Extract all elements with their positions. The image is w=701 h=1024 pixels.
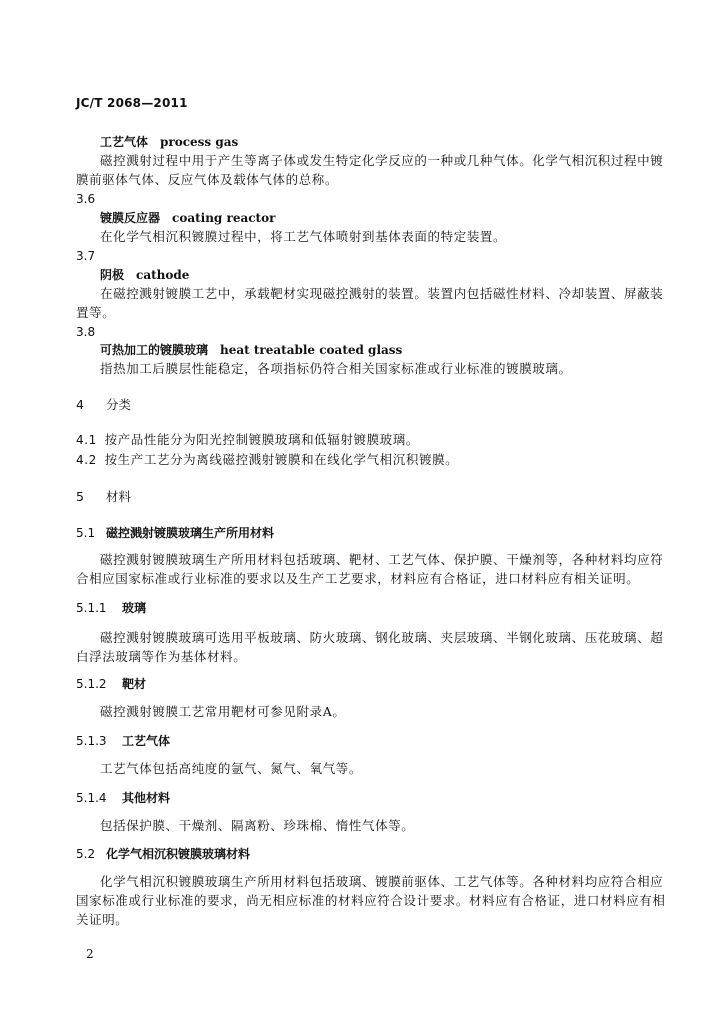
subsection-title: 工艺气体: [122, 734, 171, 748]
paragraph-line: 磁控溅射镀膜玻璃生产所用材料包括玻璃、靶材、工艺气体、保护膜、干燥剂等，各种材料均应符: [100, 552, 664, 567]
subsection-number: 5.2: [76, 847, 96, 861]
paragraph-line: 白浮法玻璃等作为基体材料。: [76, 649, 247, 664]
subsection-title: 磁控溅射镀膜玻璃生产所用材料: [106, 526, 275, 540]
definition-text-line: 在磁控溅射镀膜工艺中，承载靶材实现磁控溅射的装置。装置内包括磁性材料、冷却装置、屏蔽装: [100, 286, 664, 301]
subsection-number: 5.1.3: [76, 734, 107, 748]
subsection-heading-5-1-2: [76, 676, 146, 692]
definition-text-line: 膜前驱体气体、反应气体及载体气体的总称。: [76, 172, 339, 187]
list-item: [76, 452, 458, 468]
definition-term-process-gas: [100, 134, 238, 150]
item-text: 按生产工艺分为离线磁控溅射镀膜和在线化学气相沉积镀膜。: [104, 452, 459, 467]
subsection-number: 5.1.1: [76, 601, 107, 615]
subsection-number: 5.1.4: [76, 791, 107, 805]
paragraph-line: 磁控溅射镀膜玻璃可选用平板玻璃、防火玻璃、钢化玻璃、夹层玻璃、半钢化玻璃、压花玻璃、超: [100, 630, 664, 645]
paragraph-line: 关证明。: [76, 912, 129, 927]
term-en: heat treatable coated glass: [220, 343, 403, 357]
paragraph-line: 国家标准或行业标准的要求，尚无相应标准的材料应符合设计要求。材料应有合格证，进口材料应有相: [76, 893, 666, 908]
definition-term-heat-treatable-coated-glass: [100, 342, 402, 358]
paragraph-line: 包括保护膜、干燥剂、隔离粉、珍珠棉、惰性气体等。: [100, 818, 415, 833]
definition-text-line: 置等。: [76, 305, 116, 320]
definition-text-line: 指热加工后膜层性能稳定，各项指标仍符合相关国家标准或行业标准的镀膜玻璃。: [100, 361, 572, 376]
term-en: process gas: [160, 135, 239, 149]
definition-term-cathode: [100, 267, 189, 283]
subsection-heading-5-1-4: [76, 790, 170, 806]
paragraph-line: 化学气相沉积镀膜玻璃生产所用材料包括玻璃、镀膜前驱体、工艺气体等。各种材料均应符合相应: [100, 874, 664, 889]
standard-code-header: JC/T 2068—2011: [76, 96, 188, 110]
term-zh: 阴极: [100, 268, 125, 282]
subsection-title: 玻璃: [122, 601, 147, 615]
item-number: 4.1: [76, 433, 97, 447]
paragraph-line: 合相应国家标准或行业标准的要求以及生产工艺要求，材料应有合格证，进口材料应有相关证明。: [76, 571, 640, 586]
term-en: cathode: [136, 268, 190, 282]
term-zh: 镀膜反应器: [100, 211, 161, 225]
section-number: 5: [76, 489, 84, 504]
subsection-number: 5.1.2: [76, 677, 107, 691]
page-number: 2: [86, 947, 94, 961]
subsection-title: 其他材料: [122, 791, 171, 805]
paragraph-line: 工艺气体包括高纯度的氩气、氮气、氧气等。: [100, 761, 363, 776]
section-heading-4: [76, 397, 131, 413]
term-zh: 可热加工的镀膜玻璃: [100, 343, 209, 357]
subsection-title: 化学气相沉积镀膜玻璃材料: [106, 847, 251, 861]
subsection-number: 5.1: [76, 526, 96, 540]
section-title: 分类: [106, 397, 132, 412]
subsection-heading-5-1-1: [76, 600, 146, 616]
paragraph-line: 磁控溅射镀膜工艺常用靶材可参见附录A。: [100, 704, 346, 719]
subsection-heading-5-1: [76, 525, 274, 541]
definition-number: 3.8: [76, 325, 96, 339]
definition-text-line: 磁控溅射过程中用于产生等离子体或发生特定化学反应的一种或几种气体。化学气相沉积过程中镀: [100, 153, 664, 168]
definition-text-line: 在化学气相沉积镀膜过程中，将工艺气体喷射到基体表面的特定装置。: [100, 229, 507, 244]
section-title: 材料: [106, 489, 132, 504]
section-heading-5: [76, 489, 131, 505]
subsection-heading-5-1-3: [76, 733, 170, 749]
term-en: coating reactor: [172, 211, 276, 225]
section-number: 4: [76, 397, 84, 412]
term-zh: 工艺气体: [100, 135, 149, 149]
item-number: 4.2: [76, 453, 97, 467]
definition-number: 3.7: [76, 249, 96, 263]
definition-term-coating-reactor: [100, 210, 275, 226]
list-item: [76, 432, 419, 448]
definition-number: 3.6: [76, 192, 96, 206]
subsection-title: 靶材: [122, 677, 147, 691]
item-text: 按产品性能分为阳光控制镀膜玻璃和低辐射镀膜玻璃。: [104, 432, 419, 447]
subsection-heading-5-2: [76, 846, 250, 862]
